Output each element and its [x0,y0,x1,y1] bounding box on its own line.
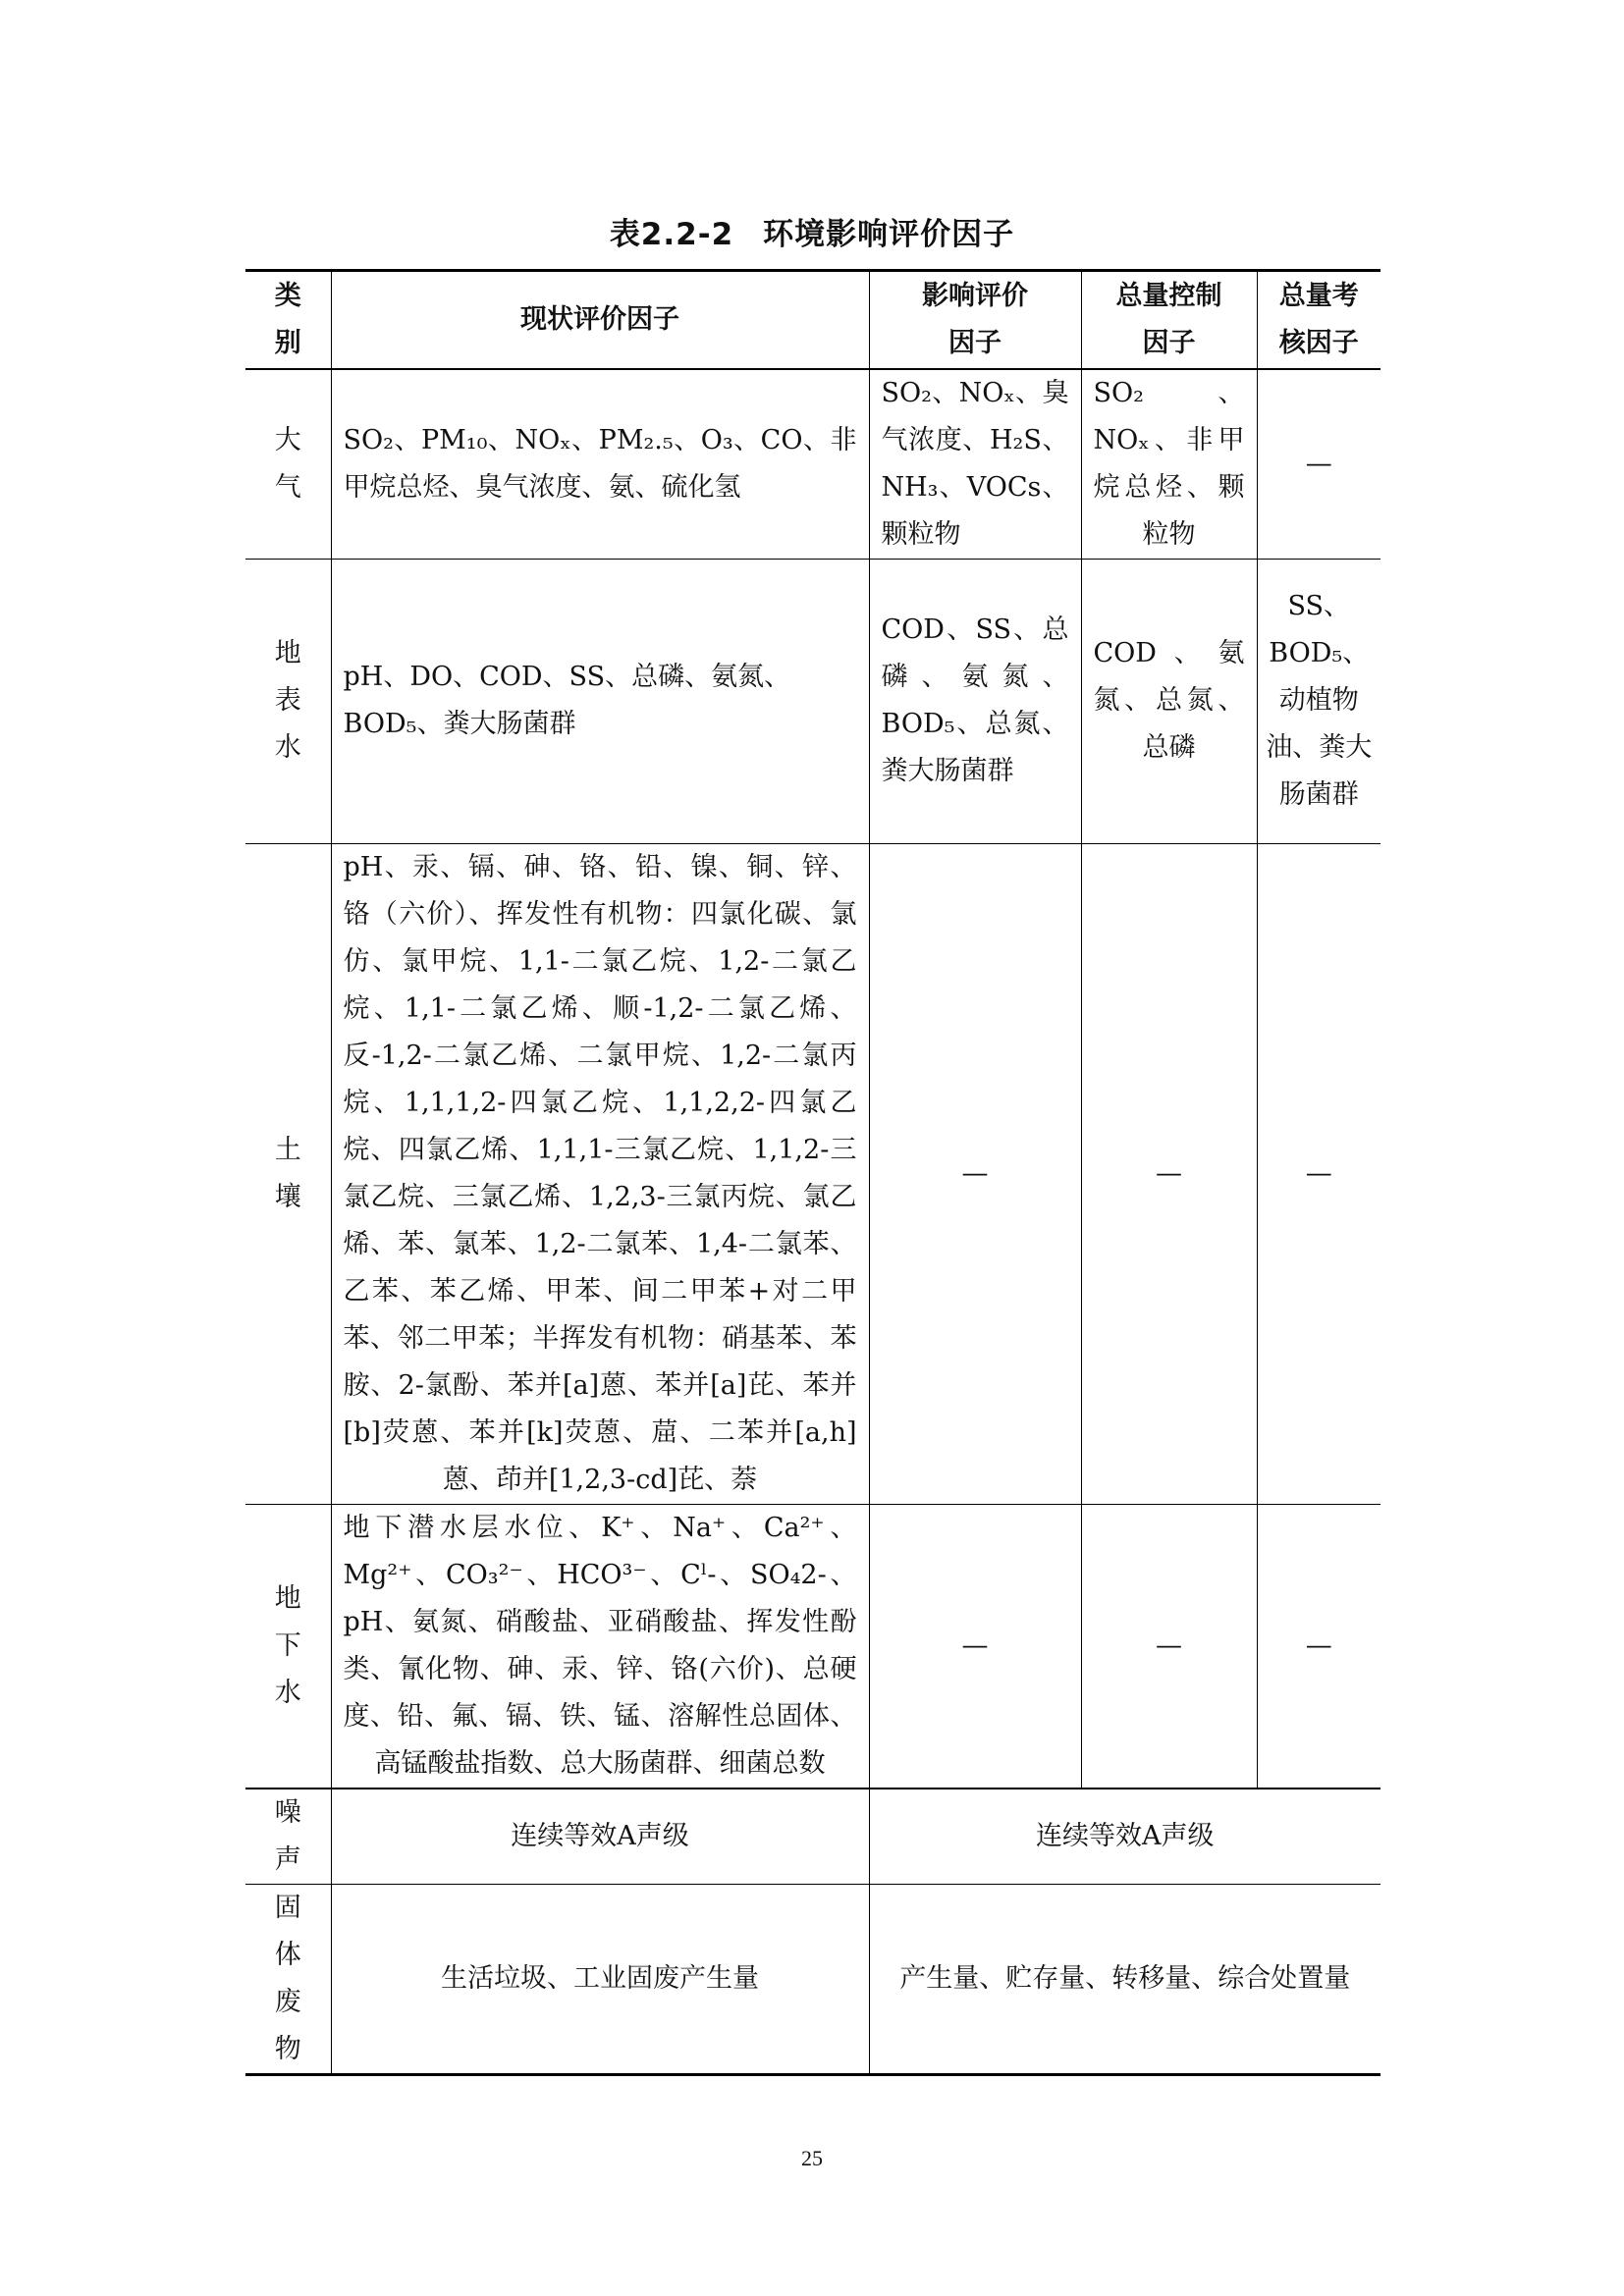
soil-impact-factors: — [869,843,1081,1504]
row-solid-waste [245,1885,1380,2075]
category-noise: 噪 声 [245,1789,331,1885]
surface-water-impact-factors: COD、SS、总磷、氨氮、BOD₅、总氮、粪大肠菌群 [869,559,1081,843]
groundwater-current-factors: 地下潜水层水位、K⁺、Na⁺、Ca²⁺、Mg²⁺、CO₃²⁻、HCO³⁻、Cˡ-、SO₄2-、pH、氨氮、硝酸盐、亚硝酸盐、挥发性酚类、氰化物、砷、汞、锌、铬(六价)、总硬度、铅、氟、镉、铁、锰、溶解性总固体、高锰酸盐指数、总大肠菌群、细菌总数 [331,1504,869,1789]
category-surface-water: 地 表 水 [245,559,331,843]
category-soil: 土 壤 [245,843,331,1504]
groundwater-control-factors: — [1081,1504,1257,1789]
surface-water-current-factors: pH、DO、COD、SS、总磷、氨氮、BOD₅、粪大肠菌群 [331,559,869,843]
row-soil [245,843,1380,1504]
header-category: 类 别 [245,271,331,369]
page-number: 25 [801,2146,823,2170]
noise-current-factors: 连续等效A声级 [331,1789,869,1885]
header-control-factors: 总量控制 因子 [1081,271,1257,369]
air-control-factors: SO₂、NOₓ、非甲烷总烃、颗粒物 [1081,369,1257,560]
row-noise [245,1789,1380,1885]
air-assess-factors: — [1257,369,1380,560]
row-groundwater [245,1504,1380,1789]
header-current-factors: 现状评价因子 [331,271,869,369]
surface-water-assess-factors: SS、BOD₅、动植物油、粪大肠菌群 [1257,559,1380,843]
noise-other-factors: 连续等效A声级 [869,1789,1380,1885]
factors-table [245,269,1380,2076]
solid-waste-other-factors: 产生量、贮存量、转移量、综合处置量 [869,1885,1380,2075]
groundwater-assess-factors: — [1257,1504,1380,1789]
header-row [245,271,1380,369]
soil-current-factors: pH、汞、镉、砷、铬、铅、镍、铜、锌、铬（六价）、挥发性有机物：四氯化碳、氯仿、氯甲烷、1,1-二氯乙烷、1,2-二氯乙烷、1,1-二氯乙烯、顺-1,2-二氯乙烯、反-1,2-二氯乙烯、二氯甲烷、1,2-二氯丙烷、1,1,1,2-四氯乙烷、1,1,2,2-四氯乙烷、四氯乙烯、1,1,1-三氯乙烷、1,1,2-三氯乙烷、三氯乙烯、1,2,3-三氯丙烷、氯乙烯、苯、氯苯、1,2-二氯苯、1,4-二氯苯、乙苯、苯乙烯、甲苯、间二甲苯+对二甲苯、邻二甲苯；半挥发有机物：硝基苯、苯胺、2-氯酚、苯并[a]蒽、苯并[a]芘、苯并[b]荧蒽、苯并[k]荧蒽、䓛、二苯并[a,h]蒽、茚并[1,2,3-cd]芘、萘 [331,843,869,1504]
row-air [245,369,1380,560]
row-surface-water [245,559,1380,843]
header-impact-factors: 影响评价 因子 [869,271,1081,369]
surface-water-control-factors: COD、氨氮、总氮、总磷 [1081,559,1257,843]
category-groundwater: 地 下 水 [245,1504,331,1789]
soil-assess-factors: — [1257,843,1380,1504]
page-title [0,209,1624,253]
table-title: 环境影响评价因子 [763,217,1015,252]
solid-waste-current-factors: 生活垃圾、工业固废产生量 [331,1885,869,2075]
header-assess-factors: 总量考 核因子 [1257,271,1380,369]
soil-control-factors: — [1081,843,1257,1504]
air-impact-factors: SO₂、NOₓ、臭气浓度、H₂S、NH₃、VOCs、颗粒物 [869,369,1081,560]
air-current-factors: SO₂、PM₁₀、NOₓ、PM₂.₅、O₃、CO、非甲烷总烃、臭气浓度、氨、硫化氢 [331,369,869,560]
category-solid-waste: 固 体 废 物 [245,1885,331,2075]
groundwater-impact-factors: — [869,1504,1081,1789]
table-number: 表2.2-2 [609,217,734,252]
category-air: 大 气 [245,369,331,560]
